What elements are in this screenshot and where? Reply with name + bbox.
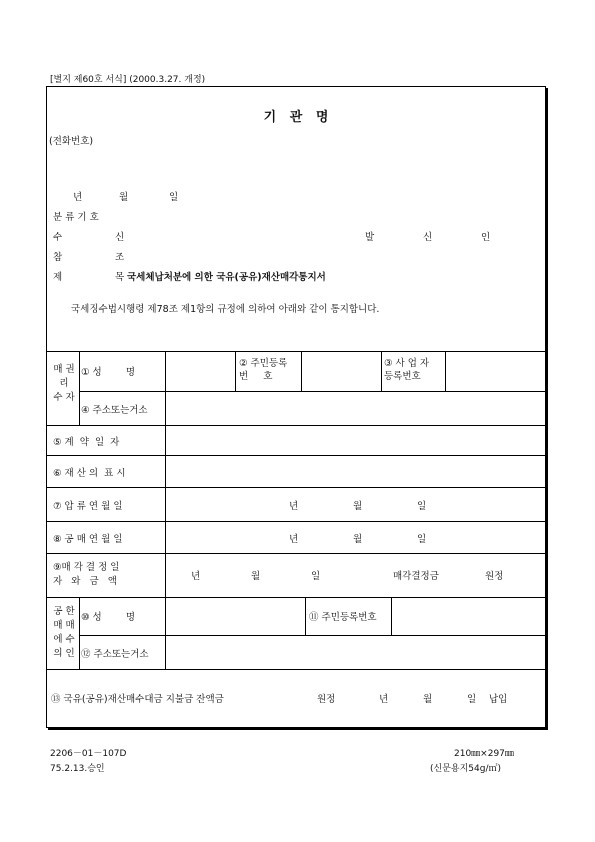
sender-label-3: 인 bbox=[481, 232, 491, 243]
table-line bbox=[47, 425, 545, 426]
recipient-label-2: 신 bbox=[115, 232, 125, 243]
seizure-month: 월 bbox=[353, 501, 363, 512]
table-line bbox=[165, 597, 166, 669]
table-line bbox=[79, 597, 80, 669]
auction-year: 년 bbox=[289, 534, 299, 545]
sale-decision-label: ⑨매 각 결 정 일 자 와 금 액 bbox=[53, 562, 120, 587]
joint-address-label: ⑫ 주소또는거소 bbox=[81, 649, 149, 660]
subject-text: 국세체납처분에 의한 국유(공유)재산매각통지서 bbox=[127, 272, 326, 283]
auction-month: 월 bbox=[353, 534, 363, 545]
buyer-bizno-label: ③ 사 업 자 등록번호 bbox=[384, 358, 430, 382]
table-line bbox=[79, 391, 545, 392]
seizure-year: 년 bbox=[289, 501, 299, 512]
form-number: [별지 제60호 서식] (2000.3.27. 개정) bbox=[50, 75, 206, 85]
table-line bbox=[47, 669, 545, 670]
table-line bbox=[445, 351, 446, 391]
joint-group-label: 공 한 매 매 에 수 의 인 bbox=[53, 606, 75, 659]
sale-day: 일 bbox=[311, 571, 321, 582]
table-line bbox=[79, 635, 545, 636]
footer-approval: 75.2.13.승인 bbox=[50, 764, 105, 774]
sale-year: 년 bbox=[191, 571, 201, 582]
notice-text: 국세징수법시행령 제78조 제1항의 규정에 의하여 아래와 같이 통지합니다. bbox=[71, 304, 380, 315]
subject-label-1: 제 bbox=[53, 272, 63, 283]
balance-pay: 납입 bbox=[489, 694, 508, 705]
subject-label-2: 목 bbox=[115, 272, 125, 283]
footer-code: 2206－01－107D bbox=[50, 749, 127, 759]
date-year: 년 bbox=[73, 192, 83, 203]
sale-month: 월 bbox=[251, 571, 261, 582]
agency-title: 기 관 명 bbox=[263, 110, 329, 125]
date-day: 일 bbox=[169, 192, 179, 203]
recipient-label-1: 수 bbox=[53, 232, 63, 243]
auction-day: 일 bbox=[417, 534, 427, 545]
document-frame bbox=[46, 86, 546, 728]
table-line bbox=[47, 553, 545, 554]
contract-date-label: ⑤ 계 약 일 자 bbox=[53, 437, 120, 448]
footer-paper-type: (신문용지54g/㎡) bbox=[430, 764, 501, 774]
sale-amount-label: 매각결정금 bbox=[393, 571, 439, 582]
date-month: 월 bbox=[119, 192, 129, 203]
table-line bbox=[301, 351, 302, 391]
phone-label: (전화번호) bbox=[49, 136, 94, 147]
footer-paper-size: 210㎜×297㎜ bbox=[454, 749, 514, 759]
table-line bbox=[47, 351, 545, 352]
sender-label-1: 발 bbox=[365, 232, 375, 243]
table-line bbox=[381, 351, 382, 391]
buyer-name-label: ① 성 명 bbox=[81, 367, 136, 378]
table-line bbox=[391, 597, 392, 635]
table-line bbox=[305, 597, 306, 635]
classification-label: 분 류 기 호 bbox=[53, 212, 99, 223]
seizure-day: 일 bbox=[417, 501, 427, 512]
buyer-address-label: ④ 주소또는거소 bbox=[81, 405, 148, 416]
property-label: ⑥ 재 산 의 표 시 bbox=[53, 468, 126, 479]
sale-won-label: 원정 bbox=[485, 571, 504, 582]
buyer-rrn-label: ② 주민등록 번 호 bbox=[239, 358, 288, 382]
reference-label-1: 참 bbox=[53, 252, 63, 263]
table-line bbox=[165, 351, 166, 597]
balance-day: 일 bbox=[467, 694, 477, 705]
table-line bbox=[47, 521, 545, 522]
joint-rrn-label: ⑪ 주민등록번호 bbox=[309, 612, 377, 623]
balance-month: 월 bbox=[423, 694, 433, 705]
seizure-date-label: ⑦ 압 류 연 월 일 bbox=[53, 501, 123, 512]
balance-label: ⑬ 국유(공유)재산매수대금 지불금 잔액금 bbox=[51, 694, 224, 705]
table-line bbox=[47, 487, 545, 488]
sender-label-2: 신 bbox=[423, 232, 433, 243]
auction-date-label: ⑧ 공 매 연 월 일 bbox=[53, 534, 123, 545]
table-line bbox=[79, 351, 80, 425]
balance-year: 년 bbox=[379, 694, 389, 705]
table-line bbox=[235, 351, 236, 391]
buyer-group-label: 매 권 리 수 자 bbox=[53, 364, 75, 403]
table-line bbox=[47, 597, 545, 598]
table-line bbox=[47, 455, 545, 456]
reference-label-2: 조 bbox=[115, 252, 125, 263]
balance-won: 원정 bbox=[317, 694, 336, 705]
joint-name-label: ⑩ 성 명 bbox=[81, 612, 136, 623]
